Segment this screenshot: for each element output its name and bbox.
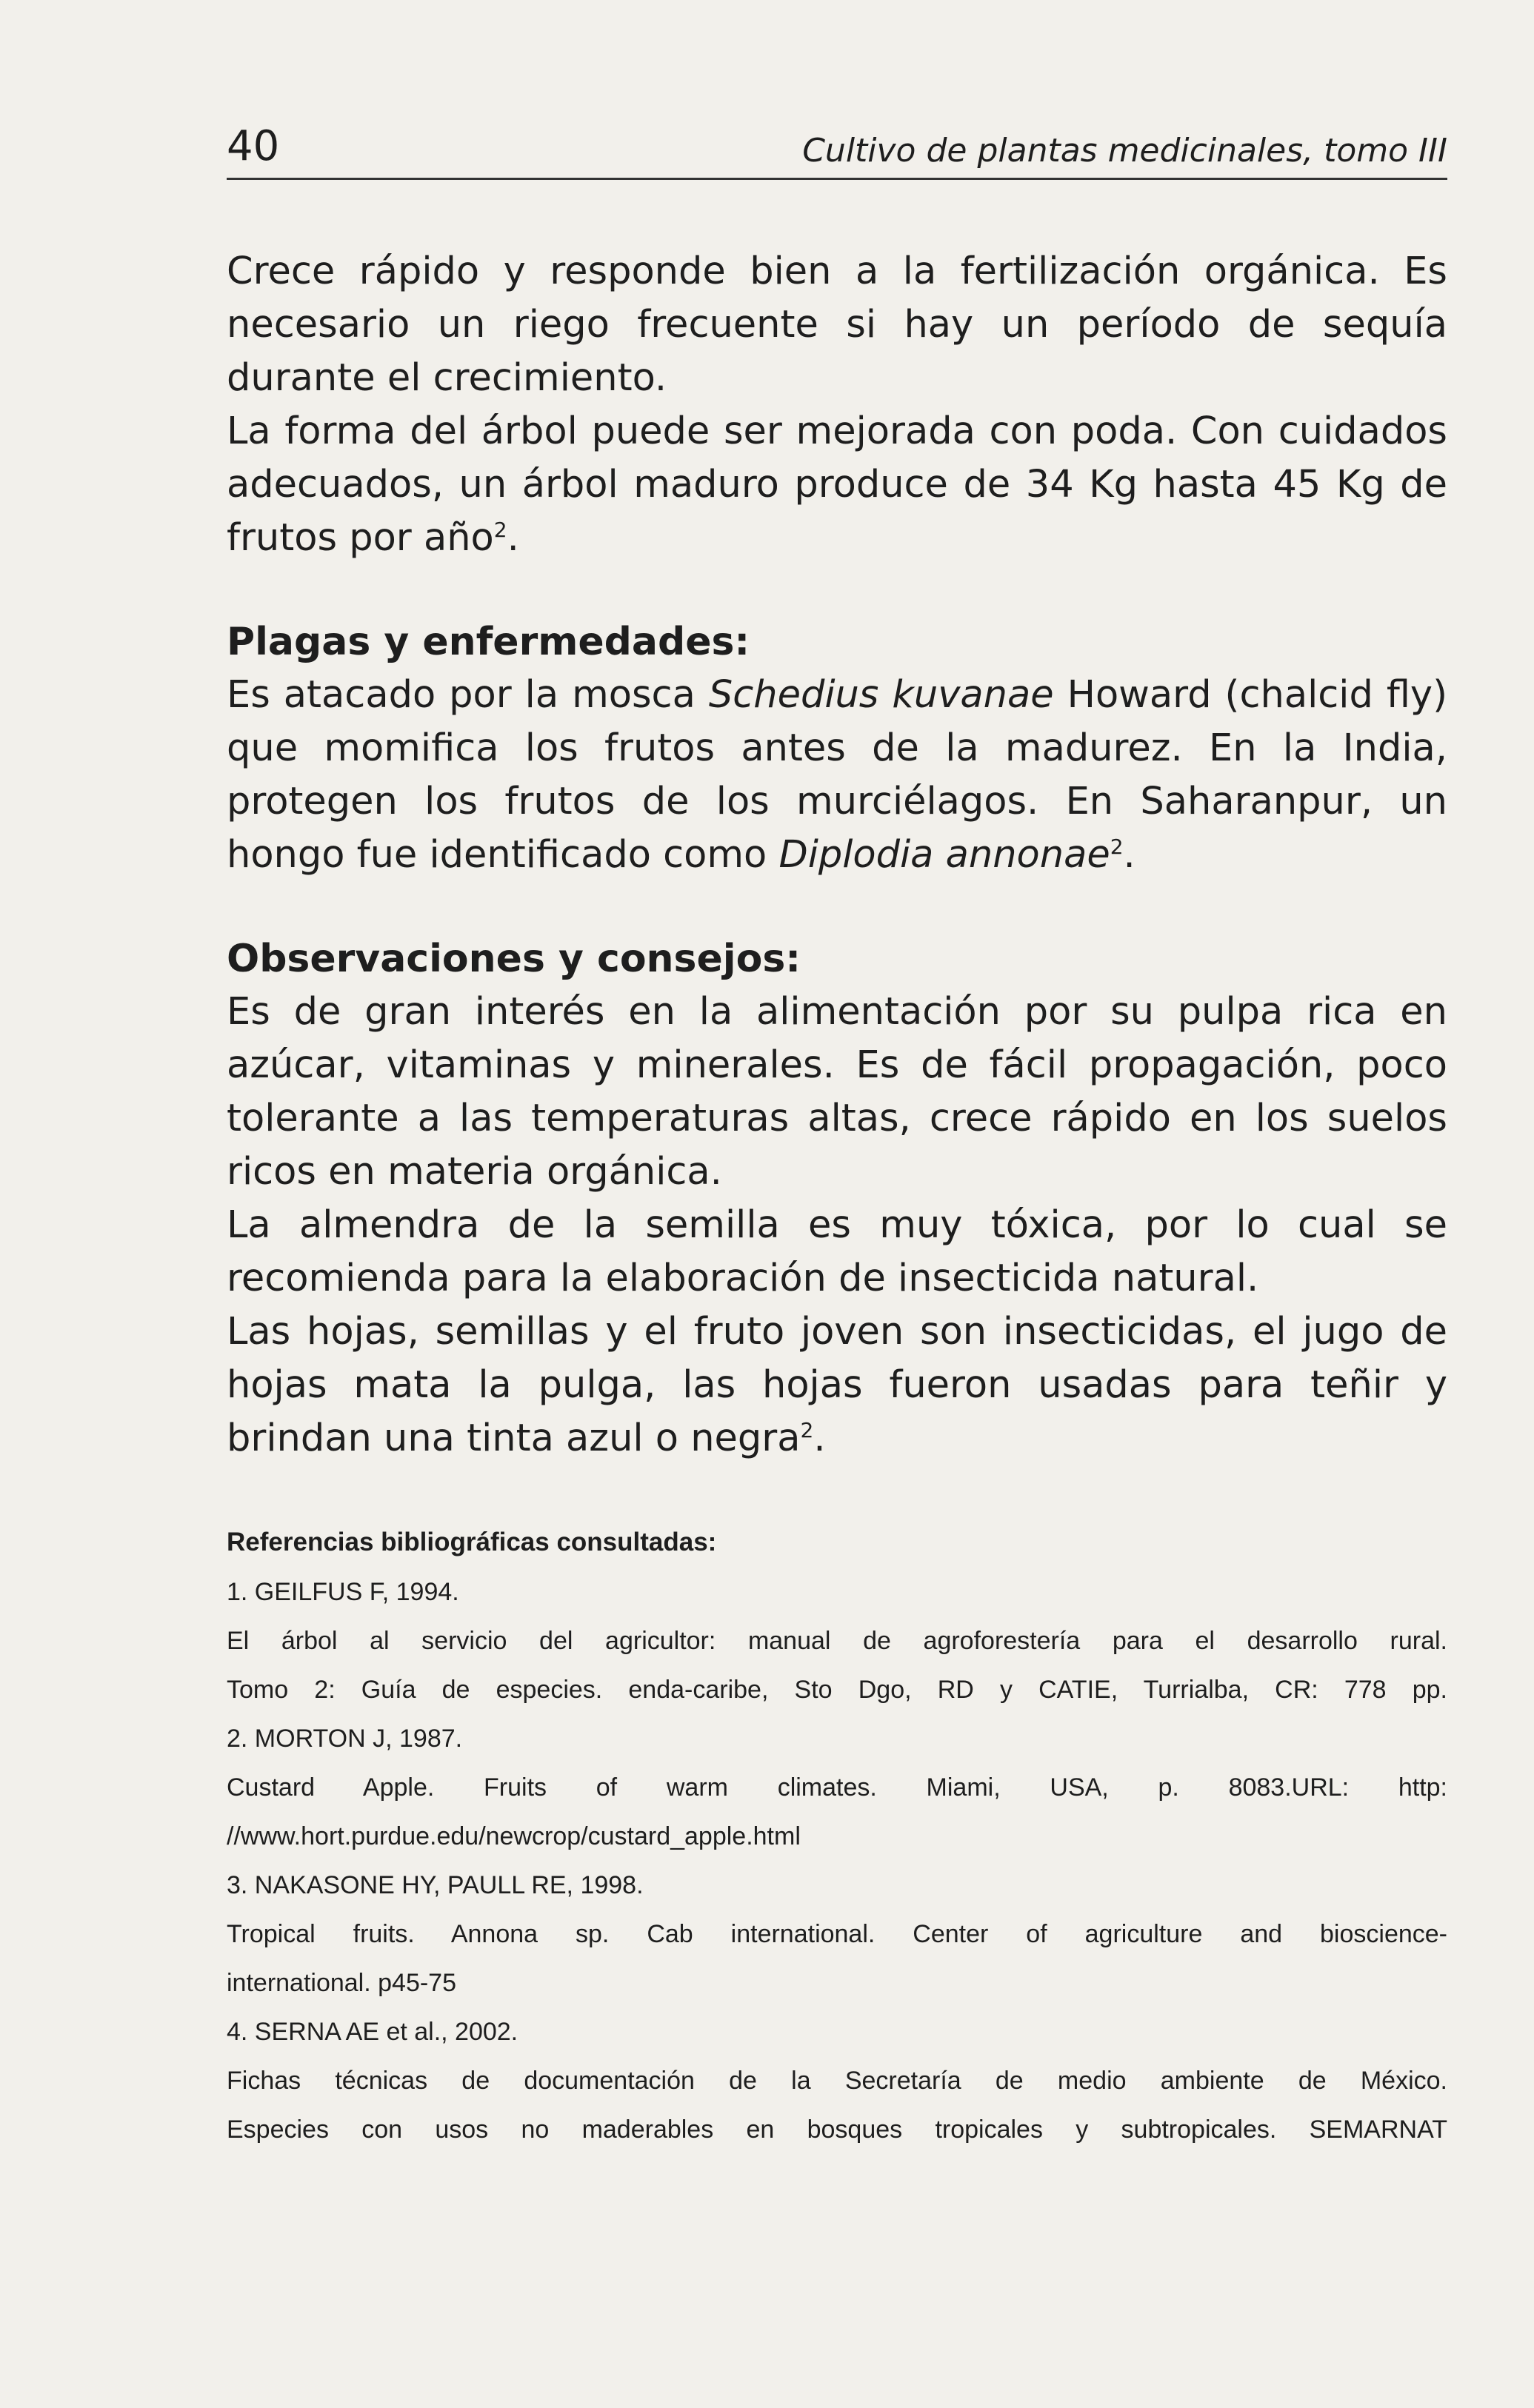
reference-2-line-2: //www.hort.purdue.edu/newcrop/custard_apple.html [227,1822,801,1850]
reference-4-line-1: Fichas técnicas de documentación de la Secretaría de medio ambiente de México. [227,2067,1447,2095]
running-title: Cultivo de plantas medicinales, tomo III [802,132,1447,170]
reference-2-line-1: Custard Apple. Fruits of warm climates. Miami, USA, p. 8083.URL: http: [227,1773,1447,1802]
plagas-text-2: Howard (chalcid fly) que momifica los frutos antes de la madurez. En la India, protegen los frutos de los murciélagos. En Saharanpur, un hongo fue identificado como [227,673,1448,877]
reference-1-head: 1. GEILFUS F, 1994. [227,1578,459,1606]
plagas-heading: Plagas y enfermedades: [227,620,750,664]
reference-3-head: 3. NAKASONE HY, PAULL RE, 1998. [227,1871,644,1899]
reference-3-line-2: international. p45-75 [227,1969,457,1997]
plagas-paragraph [227,669,1447,882]
footnote-ref: 2 [493,518,507,542]
page-number: 40 [227,122,280,170]
observaciones-section [227,932,1447,1465]
reference-1-line-2: Tomo 2: Guía de especies. enda-caribe, Sto Dgo, RD y CATIE, Turrialba, CR: 778 pp. [227,1676,1447,1704]
plagas-section [227,615,1447,882]
footnote-ref: 2 [800,1418,814,1442]
plagas-text-end: . [1123,833,1136,877]
plagas-text-1: Es atacado por la mosca [227,673,709,717]
reference-4-head: 4. SERNA AE et al., 2002. [227,2018,518,2046]
reference-3-line-1: Tropical fruits. Annona sp. Cab international. Center of agriculture and bioscience- [227,1920,1447,1948]
footnote-ref: 2 [1110,835,1124,859]
reference-2-head: 2. MORTON J, 1987. [227,1725,463,1753]
observaciones-paragraph-1: Es de gran interés en la alimentación por su pulpa rica en azúcar, vitaminas y minerales. Es de fácil propagación, poco tolerante a las temperaturas altas, crece rápido en los suelos ricos en materia orgánica. [227,990,1447,1194]
reference-1-line-1: El árbol al servicio del agricultor: manual de agroforestería para el desarrollo rural. [227,1627,1447,1655]
observaciones-paragraph-3 [227,1305,1447,1465]
intro-paragraph-2 [227,405,1447,565]
observaciones-heading: Observaciones y consejos: [227,937,801,981]
species-name-1: Schedius kuvanae [708,673,1054,717]
observaciones-paragraph-3-text: Las hojas, semillas y el fruto joven son insecticidas, el jugo de hojas mata la pulga, las hojas fueron usadas para teñir y brindan una tinta azul o negra [227,1310,1447,1460]
intro-paragraph-2-text: La forma del árbol puede ser mejorada con poda. Con cuidados adecuados, un árbol maduro produce de 34 Kg hasta 45 Kg de frutos por año [227,409,1447,560]
observaciones-paragraph-3-end: . [813,1417,826,1460]
book-page [227,122,1448,2163]
intro-paragraph-2-end: . [507,516,519,560]
reference-4-line-2: Especies con usos no maderables en bosques tropicales y subtropicales. SEMARNAT [227,2116,1447,2144]
page-header [227,122,1447,180]
observaciones-paragraph-2: La almendra de la semilla es muy tóxica, por lo cual se recomienda para la elaboración de insecticida natural. [227,1203,1447,1300]
references-title: Referencias bibliográficas consultadas: [227,1528,717,1556]
species-name-2: Diplodia annonae [778,833,1110,877]
references-section [227,1528,1447,2145]
intro-section [227,245,1447,565]
intro-paragraph-1: Crece rápido y responde bien a la fertilización orgánica. Es necesario un riego frecuente si hay un período de sequía durante el crecimiento. [227,250,1447,400]
